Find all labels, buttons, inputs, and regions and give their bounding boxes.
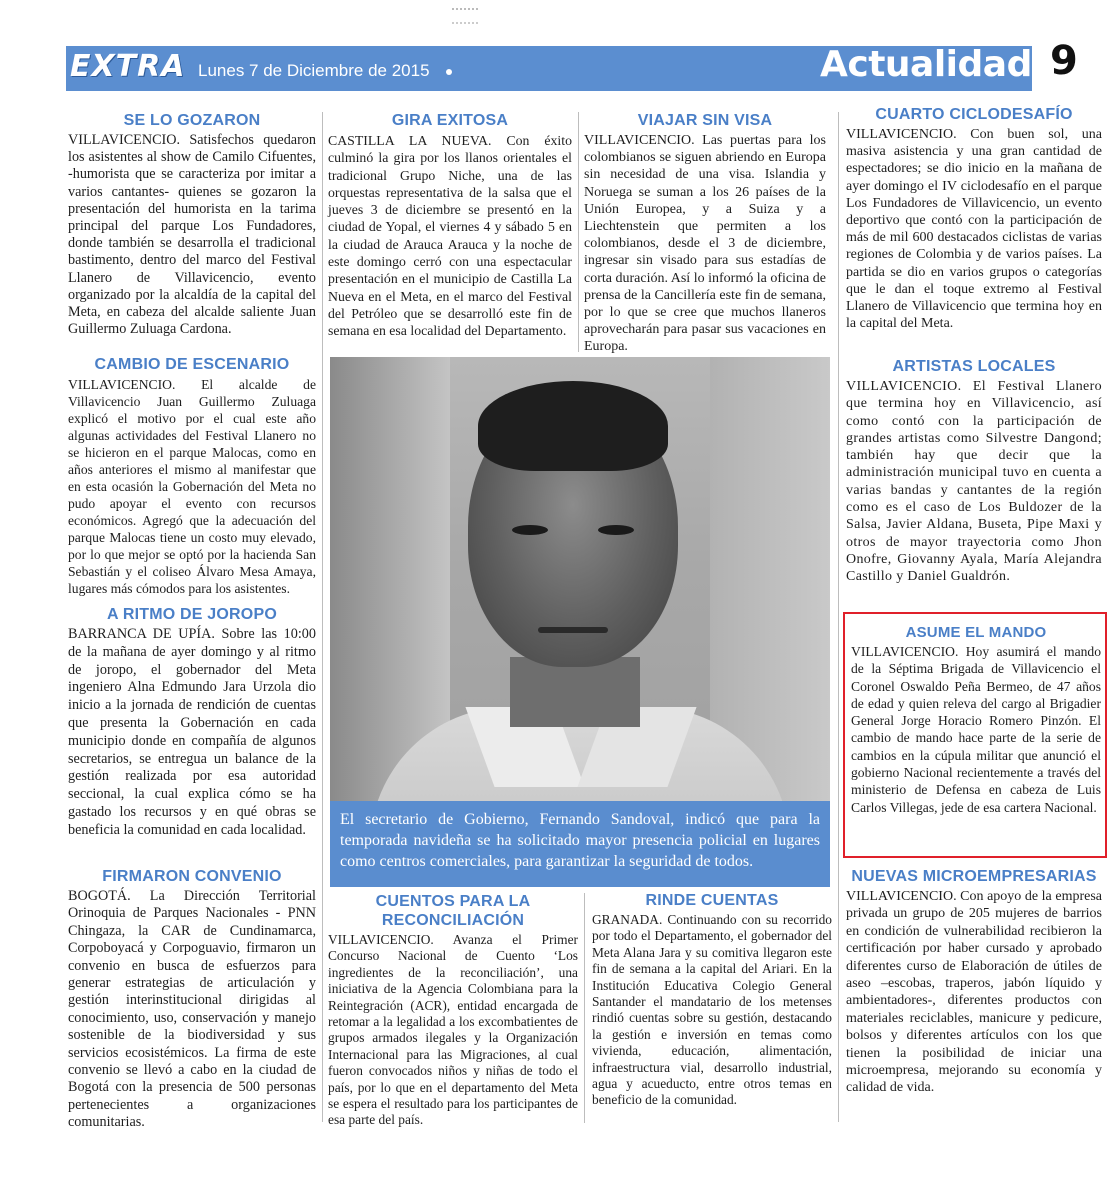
article-headline: CUENTOS PARA LA RECONCILIACIÓN (375, 893, 531, 929)
article-cambio-de-escenario (68, 356, 316, 597)
article-se-lo-gozaron (68, 112, 316, 338)
article-body: VILLAVICENCIO. El alcalde de Villavicencio Juan Guillermo Zuluaga explicó el motivo por el cual este año algunas actividades del Festival Llanero no se hicieron en el parque Malocas, como en años anteriores el mismo al manifestar que en esta ocasión la Gobernación del Meta no pudo apoyar el evento con recursos económicos. Agregó que la adecuación del parque Malocas tiene un costo muy elevado, por lo que mejor se optó por la hacienda San Sebastián y el coliseo Álvaro Mesa Amaya, lugares más cómodos para los asistentes. (68, 377, 316, 596)
scan-mark (452, 8, 478, 24)
article-headline: NUEVAS MICROEMPRESARIAS (851, 868, 1097, 885)
section-title: Actualidad (820, 44, 1032, 85)
column-divider (322, 112, 323, 1122)
photo-caption: El secretario de Gobierno, Fernando Sandoval, indicó que para la temporada navideña se ha solicitado mayor presencia policial en lugares como centros comerciales, para garantizar la seguridad de todos. (340, 811, 820, 870)
article-a-ritmo-de-joropo (68, 606, 316, 840)
article-body: VILLAVICENCIO. El Festival Llanero que termina hoy en Villavicencio, así como contó con la participación de grandes artistas como Silvestre Dangond; también hay que decir que la administración municipal tuvo en cuenta a varias bandas y cantantes de la región como es el caso de Los Buldozer de la Salsa, Javier Aldana, Buseta, Pipe Maxi y otros de mayor trayectoria como Jhon Onofre, Giovanny Ayala, María Alejandra Castillo y Daniel Gualdrón. (846, 379, 1102, 585)
article-headline: A RITMO DE JOROPO (107, 606, 277, 623)
photo-neck (510, 657, 640, 727)
article-asume-el-mando (851, 624, 1101, 816)
photo-eye (512, 525, 548, 535)
article-body: VILLAVICENCIO. Hoy asumirá el mando de la Séptima Brigada de Villavicencio el Coronel Oswaldo Peña Bermeo, de 47 años de edad y quien releva del cargo al Brigadier General Jorge Horacio Romero Pinzón. El cambio de mando hace parte de la serie de cambios en la cúpula militar que anunció el gobierno Nacional recientemente a través del ministerio de Defensa en cabeza de Luis Carlos Villegas, jede de esa cartera Nacional. (851, 644, 1101, 815)
article-body: BOGOTÁ. La Dirección Territorial Orinoquia de Parques Nacionales - PNN Chingaza, la CAR de Cundinamarca, Corpoboyacá y Corpoguavio, firmaron un convenio en busca de esfuerzos para generar estrategias de articulación y gestión interinstitucional dirigidas al conocimiento, uso, conservación y manejo sostenible de la biodiversidad y sus servicios ecosistémicos. La firma de este convenio se llevó a cabo en la ciudad de Bogotá con la presencia de 500 personas pertenecientes a organizaciones comunitarias. (68, 888, 316, 1131)
article-headline: CAMBIO DE ESCENARIO (94, 356, 290, 373)
article-photo (330, 357, 830, 887)
article-cuarto-ciclodesafio (846, 106, 1102, 332)
article-artistas-locales (846, 358, 1102, 586)
bullet-icon (446, 69, 452, 75)
photo-caption-box (330, 801, 830, 887)
article-body: VILLAVICENCIO. Satisfechos quedaron los asistentes al show de Camilo Cifuentes, -humorista que se caracteriza por imitar a varios cantantes- quienes se gozaron la presentación del humorista en la tarima principal del parque Los Fundadores, donde también se desarrolla el tradicional bastimento, dentro del marco del Festival Llanero de Villavicencio, evento organizado por la alcaldía de la capital del Meta, en cabeza del alcalde saliente Juan Guillermo Zuluaga Cardona. (68, 132, 316, 338)
article-body: CASTILLA LA NUEVA. Con éxito culminó la gira por los llanos orientales el tradicional Grupo Niche, una de las orquestas representativa de la salsa que el jueves 3 de diciembre se presentó en la ciudad de Yopal, el viernes 4 y sábado 5 en la ciudad de Arauca Arauca y la noche de este domingo cerró con una espectacular presentación en el municipio de Castilla La Nueva en el Meta, en el marco del Festival del Petróleo que se desarrolló este fin de semana en esa localidad del Departamento. (328, 133, 572, 339)
column-divider (584, 893, 585, 1123)
page-number: 9 (1050, 38, 1078, 84)
newspaper-logo: EXTRA (70, 49, 186, 84)
article-body: VILLAVICENCIO. Con buen sol, una masiva asistencia y una gran cantidad de espectadores; se dio inicio en la mañana de ayer domingo el IV ciclodesafío en el parque Los Fundadores de Villavicencio, un evento deportivo que contó con la participación de más de mil 600 destacados ciclistas de varias regiones de Colombia y de varios países. La partida se dio en varios grupos o categorías que le dan el toque extremo al Festival Llanero de Villavicencio que termina hoy en la capital del Meta. (846, 127, 1102, 332)
article-rinde-cuentas (592, 892, 832, 1109)
photo-mouth (538, 627, 608, 633)
photo-hair (478, 381, 668, 471)
article-headline: FIRMARON CONVENIO (102, 868, 282, 885)
photo-eye (598, 525, 634, 535)
article-viajar-sin-visa (584, 112, 826, 356)
article-body: VILLAVICENCIO. Avanza el Primer Concurso Nacional de Cuento ‘Los ingredientes de la reconciliación’, una iniciativa de la Agencia Colombiana para la Reintegración (ACR), entidad encargada de retomar a la legalidad a los excombatientes de grupos armados ilegales y la Organización Internacional para las Migraciones, al cual fueron convocados niños y niñas de todo el país, por lo que en el departamento del Meta se espera el resultado para los participantes de esa parte del país. (328, 932, 578, 1128)
column-divider (838, 112, 839, 1122)
article-headline: RINDE CUENTAS (645, 892, 779, 909)
column-divider (578, 112, 579, 352)
article-gira-exitosa (328, 112, 572, 340)
article-body: GRANADA. Continuando con su recorrido por todo el Departamento, el gobernador del Meta Alana Jara y su comitiva llegaron este fin de semana a la capital del Ariari. En la Institución Educativa Colegio General Santander el mandatario de los metenses rindió cuentas sobre su gestión, destacando la gestión e inversión en temas como vivienda, educación, alimentación, infraestructura vial, desarrollo industrial, agua y acueducto, entre otros temas en beneficio de la comunidad. (592, 912, 832, 1108)
article-headline: VIAJAR SIN VISA (637, 112, 773, 129)
article-headline: GIRA EXITOSA (391, 112, 509, 129)
article-body: VILLAVICENCIO. Las puertas para los colombianos se siguen abriendo en Europa sin necesidad de una visa. Islandia y Noruega se suman a los 26 países de la Unión Europea, y a Suiza y a Liechtenstein que permiten a los colombianos, desde el 3 de diciembre, ingresar sin visado para sus estadías de corta duración. Así lo informó la oficina de prensa de la Cancillería este fin de semana, por lo que se cree que muchos llaneros aprovecharán para pasar sus vacaciones en Europa. (584, 133, 826, 355)
article-firmaron-convenio (68, 868, 316, 1132)
article-body: VILLAVICENCIO. Con apoyo de la empresa privada un grupo de 205 mujeres de barrios en condición de vulnerabilidad recibieron la certificación por haber cursado y aprobado diferentes curso de Elaboración de útiles de aseo –escobas, traperos, jabón líquido y ambientadores-, diferentes productos con materiales reciclables, manicure y pedicure, bolsos y diferentes artículos con los que tienen la posibilidad de iniciar una microempresa, mejorando su economía y calidad de vida. (846, 889, 1102, 1096)
article-headline: SE LO GOZARON (123, 112, 261, 129)
article-headline: ARTISTAS LOCALES (892, 358, 1056, 375)
article-body: BARRANCA DE UPÍA. Sobre las 10:00 de la mañana de ayer domingo y al ritmo de joropo, el gobernador del Meta ingeniero Alna Edmundo Jara Urzola dio inicio a la jornada de rendición de cuentas que presenta la Gobernación en cada municipio donde en compañía de algunos secretarios, se entregua un balance de la gestión realizada por esa autoridad seccional, la cual explica cómo se ha gastado los recursos y en qué obras se beneficia la comunidad en cada localidad. (68, 626, 316, 838)
article-cuentos (328, 892, 578, 1129)
article-headline: CUARTO CICLODESAFÍO (875, 106, 1073, 123)
issue-date: Lunes 7 de Diciembre de 2015 (198, 61, 430, 80)
article-headline: ASUME EL MANDO (905, 624, 1047, 641)
article-nuevas-microempresarias (846, 868, 1102, 1097)
